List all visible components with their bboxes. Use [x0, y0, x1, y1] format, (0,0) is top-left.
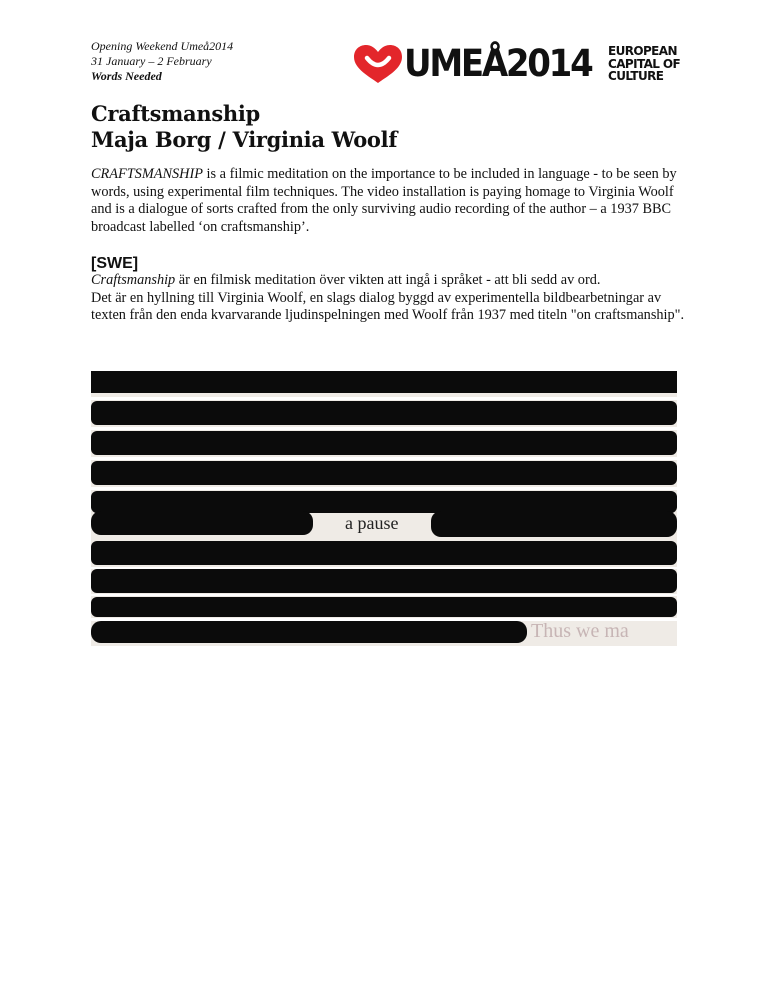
logo-ecoc-line2: CAPITAL OF — [608, 56, 681, 71]
bar — [91, 569, 677, 593]
gap — [91, 427, 677, 430]
english-lead: CRAFTSMANSHIP — [91, 166, 203, 182]
swedish-lead: Craftsmanship — [91, 272, 176, 288]
swedish-line1: är en filmisk meditation över vikten att ingå i språket - att bli sedd av ord. — [175, 272, 601, 288]
event-dates: 31 January – 2 February — [91, 54, 212, 68]
heart-logo-icon — [352, 44, 404, 84]
bar — [431, 511, 677, 537]
logo-ecoc-line3: CULTURE — [608, 69, 664, 83]
bar — [91, 431, 677, 455]
bar — [91, 621, 527, 643]
swedish-body: Det är en hyllning till Virginia Woolf, en slags dialog byggd av experimentella bildbearbetningar av texten från den enda kvarvarande ljudinspelningen med Woolf från 1937 med titeln "on craftsmanship". — [91, 289, 685, 323]
bar — [91, 371, 677, 393]
page-title-line1: Craftsmanship — [91, 101, 260, 126]
faded-text: Thus we ma — [531, 620, 629, 642]
swedish-label: [SWE] — [91, 255, 139, 272]
gap — [91, 567, 677, 569]
gap — [91, 457, 677, 460]
gap — [91, 487, 677, 490]
english-description — [91, 166, 691, 236]
redaction-bars — [91, 371, 677, 643]
redacted-text-image — [91, 371, 677, 646]
bar — [91, 401, 677, 425]
gap — [91, 594, 677, 596]
swedish-description — [91, 272, 691, 325]
umea2014-logo — [352, 44, 682, 84]
event-section: Words Needed — [91, 69, 162, 83]
visible-word: a pause — [345, 513, 399, 533]
gap — [91, 397, 677, 400]
bar — [91, 461, 677, 485]
bar — [91, 511, 313, 535]
logo-wordmark: UMEÅ2014 — [404, 42, 592, 85]
logo-ecoc-line1: EUROPEAN — [608, 44, 677, 58]
bar — [91, 491, 677, 513]
bar — [91, 541, 677, 565]
event-title: Opening Weekend Umeå2014 — [91, 39, 234, 53]
bar — [91, 597, 677, 617]
logo-ecoc-text — [608, 45, 680, 83]
event-info — [91, 39, 233, 84]
page-title-line2: Maja Borg / Virginia Woolf — [91, 127, 398, 152]
page-title — [91, 101, 397, 153]
english-body: is a filmic meditation on the importance to be included in language - to be seen by words, using experimental film techniques. The video installation is paying homage to Virginia Woolf and is a dialogue of sorts crafted from the only surviving audio recording of the author – a 1937 BBC broadcast labelled ‘on craftsmanship’. — [91, 166, 677, 235]
